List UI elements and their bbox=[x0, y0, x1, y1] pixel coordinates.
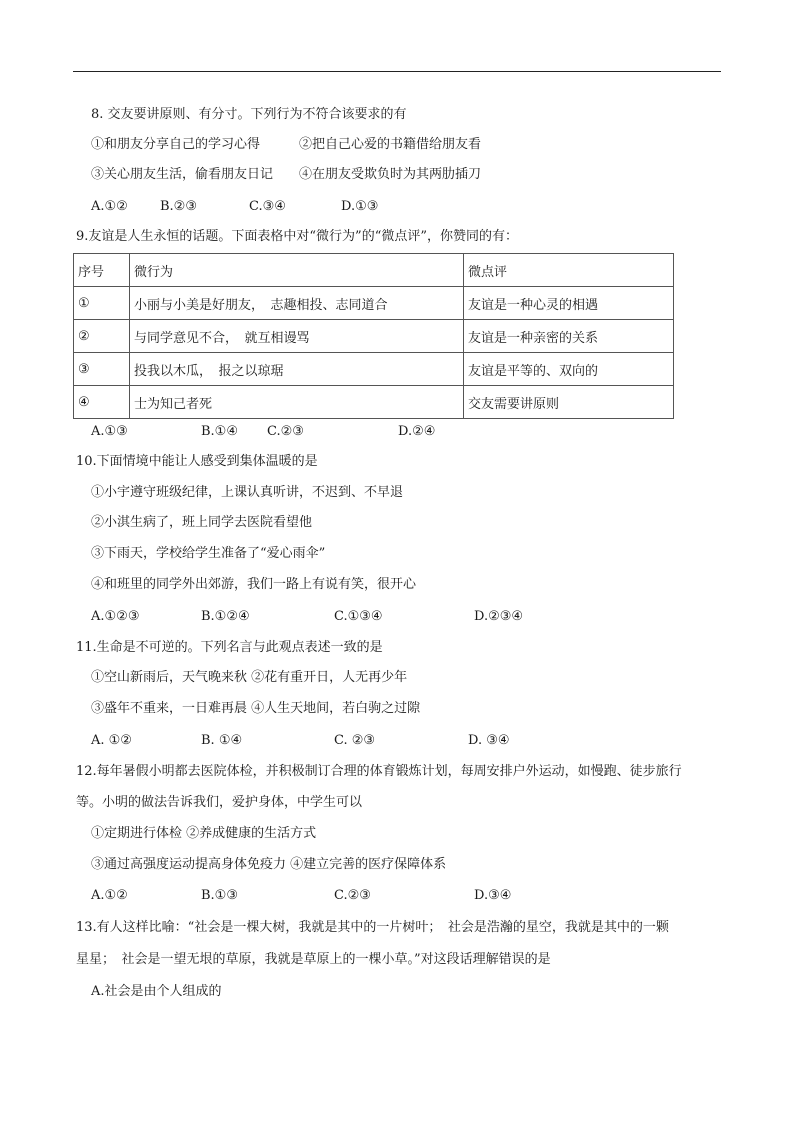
q11-stem: 11.生命是不可逆的。下列名言与此观点表述一致的是 bbox=[76, 640, 383, 655]
q8-options-line2: ③关心朋友生活，偷看朋友日记 ④在朋友受欺负时为其两肋插刀 bbox=[91, 167, 482, 182]
q11-options-line2: ③盛年不重来，一日难再晨 ④人生天地间，若白驹之过隙 bbox=[91, 701, 421, 716]
q10-answer-b: B.①②④ bbox=[201, 609, 250, 624]
q13-stem-line1: 13.有人这样比喻：“社会是一棵大树，我就是其中的一片树叶； 社会是浩瀚的星空，我就是其中的一颗 bbox=[76, 920, 669, 935]
q8-answer-d: D.①③ bbox=[341, 199, 379, 214]
table-header: 微行为 bbox=[130, 254, 464, 287]
table-header: 序号 bbox=[74, 254, 130, 287]
q8-answer-b: B.②③ bbox=[160, 199, 197, 214]
q9-answer-d: D.②④ bbox=[398, 424, 436, 439]
q10-option-1: ①小宇遵守班级纪律，上课认真听讲，不迟到、不早退 bbox=[91, 485, 404, 500]
q9-answer-b: B.①④ bbox=[201, 424, 238, 439]
q9-answer-c: C.②③ bbox=[267, 424, 304, 439]
q11-answer-a: A. ①② bbox=[91, 733, 132, 748]
top-rule bbox=[73, 71, 721, 72]
q11-answer-c: C. ②③ bbox=[334, 733, 376, 748]
q8-options-line1: ①和朋友分享自己的学习心得 ②把自己心爱的书籍借给朋友看 bbox=[91, 137, 482, 152]
q12-answer-b: B.①③ bbox=[201, 888, 238, 903]
table-cell: ① bbox=[74, 287, 130, 320]
q12-stem-line2: 等。小明的做法告诉我们，爱护身体，中学生可以 bbox=[76, 795, 363, 810]
q11-answer-d: D. ③④ bbox=[468, 733, 510, 748]
table-cell: 投我以木瓜， 报之以琼琚 bbox=[130, 353, 464, 386]
table-cell: 士为知己者死 bbox=[130, 386, 464, 419]
table-header-row bbox=[74, 254, 674, 287]
q12-answer-c: C.②③ bbox=[334, 888, 371, 903]
q12-answer-d: D.③④ bbox=[474, 888, 512, 903]
q10-option-4: ④和班里的同学外出郊游，我们一路上有说有笑，很开心 bbox=[91, 577, 417, 592]
table-row bbox=[74, 287, 674, 320]
table-header: 微点评 bbox=[464, 254, 674, 287]
q12-options-line1: ①定期进行体检 ②养成健康的生活方式 bbox=[91, 826, 317, 841]
q10-answer-a: A.①②③ bbox=[91, 609, 140, 624]
q8-answer-c: C.③④ bbox=[249, 199, 286, 214]
table-row bbox=[74, 386, 674, 419]
q12-answer-a: A.①② bbox=[91, 888, 128, 903]
table-cell: ③ bbox=[74, 353, 130, 386]
q10-option-2: ②小淇生病了，班上同学去医院看望他 bbox=[91, 515, 313, 530]
q9-stem: 9.友谊是人生永恒的话题。下面表格中对“微行为”的“微点评”，你赞同的有： bbox=[76, 229, 518, 244]
q11-options-line1: ①空山新雨后，天气晚来秋 ②花有重开日，人无再少年 bbox=[91, 670, 408, 685]
q9-table bbox=[73, 253, 674, 419]
q11-answer-b: B. ①④ bbox=[201, 733, 243, 748]
table-cell: 小丽与小美是好朋友， 志趣相投、志同道合 bbox=[130, 287, 464, 320]
q12-stem-line1: 12.每年暑假小明都去医院体检，并积极制订合理的体育锻炼计划，每周安排户外运动，如慢跑、徒步旅行 bbox=[76, 764, 682, 779]
q10-answer-c: C.①③④ bbox=[334, 609, 383, 624]
table-cell: 友谊是平等的、双向的 bbox=[464, 353, 674, 386]
q10-option-3: ③下雨天，学校给学生准备了“爱心雨伞” bbox=[91, 546, 326, 561]
table-cell: ④ bbox=[74, 386, 130, 419]
table-cell: 友谊是一种心灵的相遇 bbox=[464, 287, 674, 320]
q10-stem: 10.下面情境中能让人感受到集体温暖的是 bbox=[76, 454, 318, 469]
q13-option-a: A.社会是由个人组成的 bbox=[91, 984, 222, 999]
table-cell: 与同学意见不合， 就互相谩骂 bbox=[130, 320, 464, 353]
q8-answer-a: A.①② bbox=[91, 199, 128, 214]
table-row bbox=[74, 320, 674, 353]
q12-options-line2: ③通过高强度运动提高身体免疫力 ④建立完善的医疗保障体系 bbox=[91, 857, 447, 872]
table-row bbox=[74, 353, 674, 386]
q9-answer-a: A.①③ bbox=[91, 424, 128, 439]
table-cell: 交友需要讲原则 bbox=[464, 386, 674, 419]
table-cell: 友谊是一种亲密的关系 bbox=[464, 320, 674, 353]
q8-stem: 8. 交友要讲原则、有分寸。下列行为不符合该要求的有 bbox=[91, 107, 407, 122]
table-cell: ② bbox=[74, 320, 130, 353]
q13-stem-line2: 星星； 社会是一望无垠的草原，我就是草原上的一棵小草。”对这段话理解错误的是 bbox=[76, 952, 551, 967]
q10-answer-d: D.②③④ bbox=[474, 609, 524, 624]
